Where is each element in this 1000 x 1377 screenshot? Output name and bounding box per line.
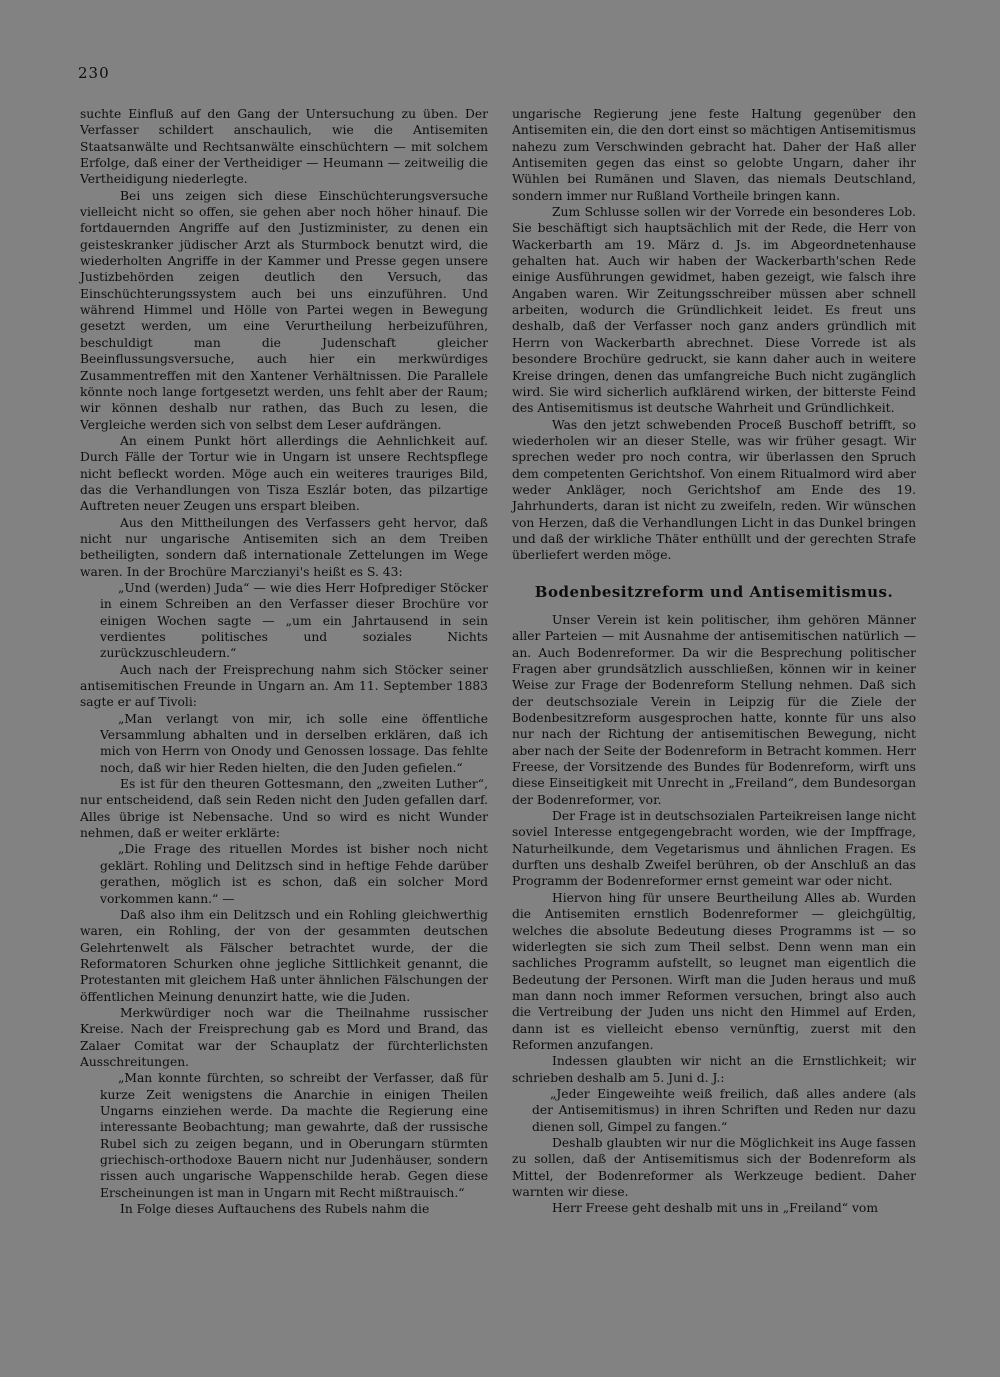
paragraph: Auch nach der Freisprechung nahm sich Stöcker seiner antisemitischen Freunde in Ungarn an. Am 11. September 1883 sagte er auf Tivoli: — [80, 662, 488, 710]
right-column-top — [512, 106, 916, 564]
paragraph: suchte Einfluß auf den Gang der Untersuchung zu üben. Der Verfasser schildert anschaulich, wie die Antisemiten Staatsanwälte und Rechtsanwälte einschüchtern — mit solchem Erfolge, daß einer der Vertheidiger — Heumann — zeitweilig die Vertheidigung niederlegte. — [80, 107, 488, 187]
paragraph: Hiervon hing für unsere Beurtheilung Alles ab. Wurden die Antisemiten ernstlich Bodenreformer — gleichgültig, welches die absolute Bedeutung dieses Programms ist — so widerlegten sie sich zum Theil selbst. Denn wenn man ein sachliches Programm aufstellt, so leugnet man eigentlich die Bedeutung der Personen. Wirft man die Juden heraus und muß man dann noch immer Reformen versuchen, bringt also auch die Vertreibung der Juden uns nicht den Himmel auf Erden, dann ist es vielleicht ebenso vernünftig, zuerst mit den Reformen anzufangen. — [512, 890, 916, 1052]
paragraph: Bei uns zeigen sich diese Einschüchterungsversuche vielleicht nicht so offen, sie gehen aber noch höher hinauf. Die fortdauernden Angriffe auf den Justizminister, zu denen ein geisteskranker jüdischer Arzt als Sturmbock benutzt wird, die wiederholten Angriffe in der Kammer und Presse gegen unsere Justizbehörden zeigen deutlich den Versuch, das Einschüchterungssystem auch bei uns einzuführen. Und während Himmel und Hölle von Partei wegen in Bewegung gesetzt werden, um eine Verurtheilung herbeizuführen, beschuldigt man die Judenschaft gleicher Beeinflussungsversuche, auch hier ein merkwürdiges Zusammentreffen mit den Xantener Verhältnissen. Die Parallele könnte noch lange fortgesetzt werden, uns fehlt aber der Raum; wir können deshalb nur rathen, das Buch zu lesen, die Vergleiche werden sich von selbst dem Leser aufdrängen. — [80, 188, 488, 432]
paragraph: Indessen glaubten wir nicht an die Ernstlichkeit; wir schrieben deshalb am 5. Juni d. J.: — [512, 1054, 916, 1085]
paragraph: „Jeder Eingeweihte weiß freilich, daß alles andere (als der Antisemitismus) in ihren Schriften und Reden nur dazu dienen soll, Gimpel zu fangen.“ — [532, 1086, 916, 1134]
paragraph: „Die Frage des rituellen Mordes ist bisher noch nicht geklärt. Rohling und Delitzsch sind in heftige Fehde darüber gerathen, möglich ist es schon, daß ein solcher Mord vorkommen kann.“ — — [100, 842, 488, 906]
right-column — [512, 106, 916, 1217]
paragraph: Merkwürdiger noch war die Theilnahme russischer Kreise. Nach der Freisprechung gab es Mord und Brand, das Zalaer Comitat war der Schauplatz der fürchterlichsten Ausschreitungen. — [80, 1005, 488, 1069]
paragraph: Unser Verein ist kein politischer, ihm gehören Männer aller Parteien — mit Ausnahme der antisemitischen natürlich — an. Auch Bodenreformer. Da wir die Besprechung politischer Fragen aber grundsätzlich ausschließen, können wir in keiner Weise zur Frage der Bodenreform Stellung nehmen. Daß sich der deutschsoziale Verein in Leipzig für die Ziele der Bodenbesitzreform ausgesprochen hatte, konnte für uns also nur nach der Richtung der antisemitischen Bewegung, nicht aber nach der Seite der Bodenreform in Betracht kommen. Herr Freese, der Vorsitzende des Bundes für Bodenreform, wirft uns diese Einseitigkeit mit Unrecht in „Freiland“, dem Bundesorgan der Bodenreformer, vor. — [512, 612, 916, 807]
paragraph: Aus den Mittheilungen des Verfassers geht hervor, daß nicht nur ungarische Antisemiten sich an dem Treiben betheiligten, sondern daß internationale Zettelungen im Wege waren. In der Brochüre Marczianyi's heißt es S. 43: — [80, 515, 488, 579]
paragraph: Daß also ihm ein Delitzsch und ein Rohling gleichwerthig waren, ein Rohling, der von der gesammten deutschen Gelehrtenwelt als Fälscher betrachtet wurde, der die Reformatoren Schurken ohne jegliche Sittlichkeit genannt, die Protestanten mit gleichem Haß unter ähnlichen Fälschungen der öffentlichen Meinung denunzirt hatte, wie die Juden. — [80, 907, 488, 1004]
section-heading: Bodenbesitzreform und Antisemitismus. — [534, 582, 894, 601]
paragraph: Der Frage ist in deutschsozialen Parteikreisen lange nicht soviel Interesse entgegengebracht worden, wie der Impffrage, Naturheilkunde, dem Vegetarismus und ähnlichen Fragen. Es durften uns deshalb Zweifel berühren, ob der Anschluß an das Programm der Bodenreformer ernst gemeint war oder nicht. — [512, 809, 916, 889]
paragraph: Es ist für den theuren Gottesmann, den „zweiten Luther“, nur entscheidend, daß sein Reden nicht den Juden gefallen darf. Alles übrige ist Nebensache. Und so wird es nicht Wunder nehmen, daß er weiter erklärte: — [80, 777, 488, 841]
paragraph: In Folge dieses Auftauchens des Rubels nahm die — [120, 1202, 430, 1217]
paragraph: ungarische Regierung jene feste Haltung gegenüber den Antisemiten ein, die den dort einst so mächtigen Antisemitismus nahezu zum Verschwinden gebracht hat. Daher der Haß aller Antisemiten gegen das einst so gelobte Ungarn, daher ihr Wühlen bei Rumänen und Slaven, das niemals Deutschland, sondern immer nur Rußland Vortheile bringen kann. — [512, 107, 916, 203]
paragraph: „Man verlangt von mir, ich solle eine öffentliche Versammlung abhalten und in derselben erklären, daß ich mich von Herrn von Onody und Genossen lossage. Das fehlte noch, daß wir hier Reden hielten, die den Juden gefielen.“ — [100, 711, 488, 775]
paragraph: Deshalb glaubten wir nur die Möglichkeit ins Auge fassen zu sollen, daß der Antisemitismus sich der Bodenreform als Mittel, der Bodenreformer als Werkzeuge bedient. Daher warnten wir diese. — [512, 1135, 916, 1199]
paragraph: Herr Freese geht deshalb mit uns in „Freiland“ vom — [552, 1201, 878, 1216]
paragraph: „Man konnte fürchten, so schreibt der Verfasser, daß für kurze Zeit wenigstens die Anarchie in einigen Theilen Ungarns einziehen werde. Da machte die Regierung eine interessante Beobachtung; man gewahrte, daß der russische Rubel sich zu zeigen begann, und in Oberungarn stürmten griechisch-orthodoxe Bauern nicht nur Judenhäuser, sondern rissen auch ungarische Wappenschilde herab. Gegen diese Erscheinungen ist man in Ungarn mit Recht mißtrauisch.“ — [100, 1071, 488, 1200]
paragraph: Zum Schlusse sollen wir der Vorrede ein besonderes Lob. Sie beschäftigt sich hauptsächlich mit der Rede, die Herr von Wackerbarth am 19. März d. Js. im Abgeordnetenhause gehalten hat. Auch wir haben der Wackerbarth'schen Rede einige Ausführungen gewidmet, haben gezeigt, wie falsch ihre Angaben waren. Wir Zeitungsschreiber müssen aber schnell arbeiten, wodurch die Gründlichkeit leidet. Es freut uns deshalb, daß der Verfasser noch ganz anders gründlich mit Herrn von Wackerbarth abrechnet. Diese Vorrede ist als besondere Brochüre gedruckt, sie kann daher auch in weitere Kreise dringen, denen das umfangreiche Buch nicht zugänglich wird. Sie wird sicherlich aufklärend wirken, der bitterste Feind des Antisemitismus ist deutsche Wahrheit und Gründlichkeit. — [512, 205, 916, 416]
paragraph: Was den jetzt schwebenden Proceß Buschoff betrifft, so wiederholen wir an dieser Stelle, was wir früher gesagt. Wir sprechen weder pro noch contra, wir überlassen den Spruch dem competenten Gerichtshof. Von einem Ritualmord wird aber weder Ankläger, noch Gerichtshof am Ende des 19. Jahrhunderts, daran ist nicht zu zweifeln, reden. Wir wünschen von Herzen, daß die Verhandlungen Licht in das Dunkel bringen und daß der wirkliche Thäter enthüllt und der gerechten Strafe überliefert werden möge. — [512, 417, 916, 563]
paragraph: An einem Punkt hört allerdings die Aehnlichkeit auf. Durch Fälle der Tortur wie in Ungarn ist unsere Rechtspflege nicht befleckt worden. Möge auch ein weiteres trauriges Bild, das die Verhandlungen von Tisza Eszlár boten, das pilzartige Auftreten neuer Zeugen uns erspart bleiben. — [80, 433, 488, 514]
left-column — [80, 106, 488, 1217]
right-column-bottom — [512, 612, 916, 1217]
page-number: 230 — [78, 64, 110, 82]
paragraph: „Und (werden) Juda“ — wie dies Herr Hofprediger Stöcker in einem Schreiben an den Verfasser dieser Brochüre vor einigen Wochen sagte — „um ein Jahrtausend in sein verdientes politisches und soziales Nichts zurückzuschleudern.“ — [100, 580, 488, 661]
